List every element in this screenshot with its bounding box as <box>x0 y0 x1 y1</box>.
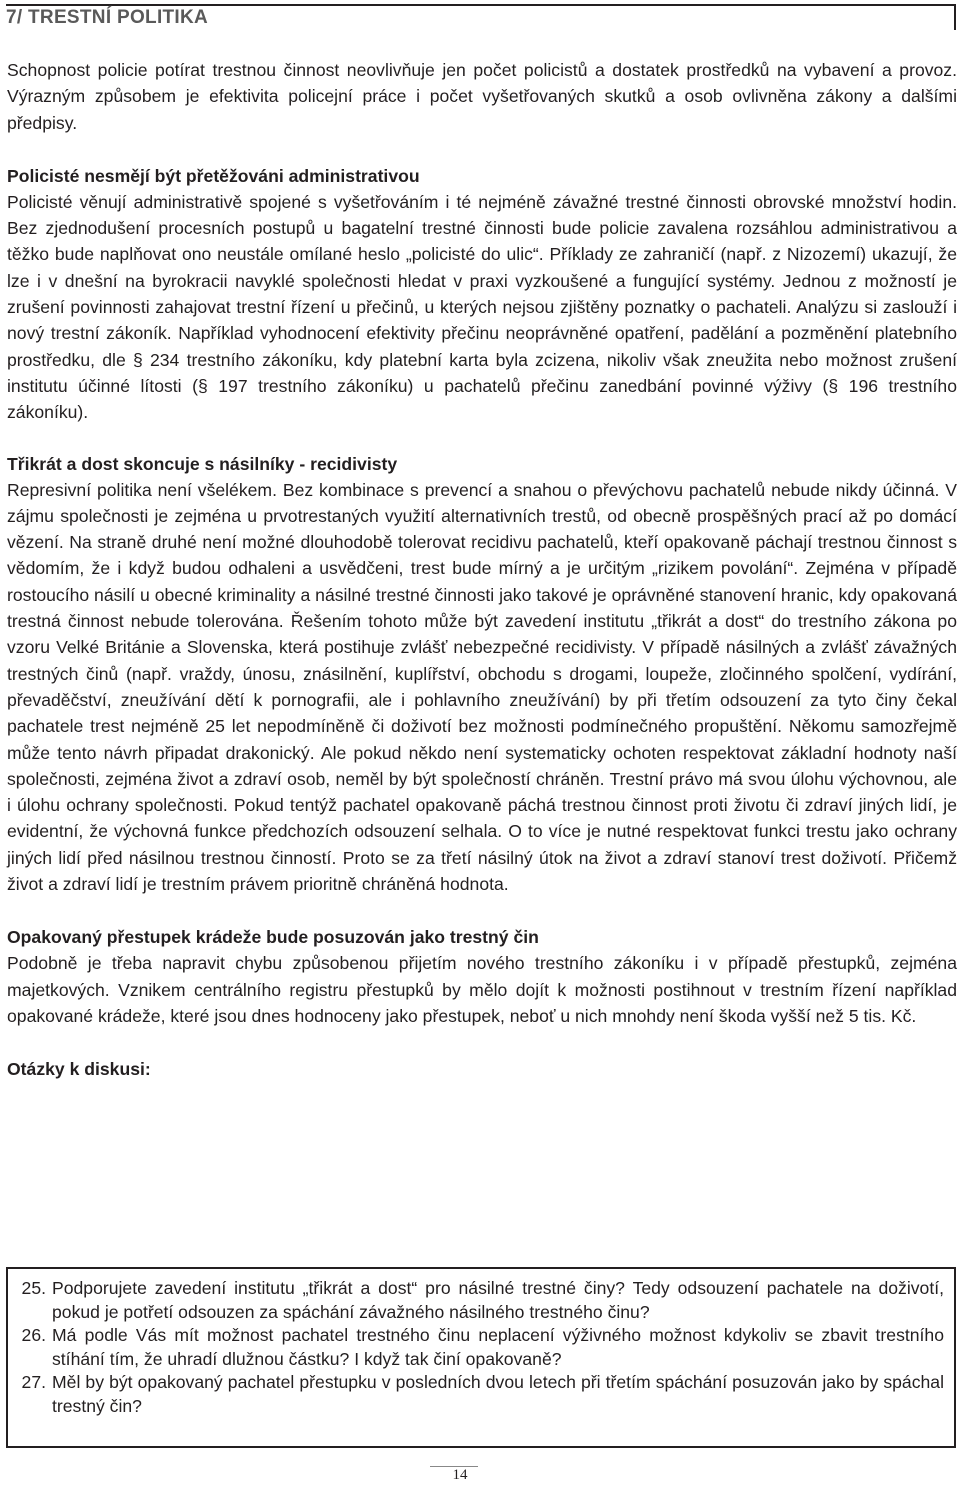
question-item <box>16 1277 944 1324</box>
question-text: Podporujete zavedení institutu „třikrát a dost“ pro násilné trestné činy? Tedy odsouzení pachatele na doživotí, pokud je potřetí odsouzen za spáchání závažného násilného trestného činu? <box>52 1278 944 1322</box>
section-heading-three-strikes: Třikrát a dost skoncuje s násilníky - recidivisty <box>7 453 398 474</box>
question-text: Má podle Vás mít možnost pachatel trestného činu neplacení výživného možnost kdykoliv se zbavit trestního stíhání tím, že uhradí dlužnou částku? I když tak činí opakovaně? <box>52 1325 944 1369</box>
spacer <box>7 136 957 163</box>
questions-list <box>8 1269 954 1418</box>
section-heading-repeated-theft: Opakovaný přestupek krádeže bude posuzován jako trestný čin <box>7 927 539 948</box>
section-heading-administration: Policisté nesmějí být přetěžováni administrativou <box>7 165 420 186</box>
spacer <box>7 897 957 924</box>
section-paragraph-three-strikes: Represivní politika není všelékem. Bez kombinace s prevencí a snahou o převýchovu pachatelů nebude nikdy účinná. V zájmu společnosti je zejména u prvotrestaných využití alternativních trestů, od obecně prospěšných prací až po domácí vězení. Na straně druhé není možné dlouhodobě tolerovat recidivu pachatelů, kteří opakovaně páchají trestnou činnost s vědomím, že i když budou odhaleni a usvědčeni, trest bude mírný a je určitým „rizikem povolání“. Zejména v případě rostoucího násilí u obecné kriminality a násilné trestné činnosti jako takové je oprávněné stanovení hranic, kdy opakovaná trestná činnost nebude tolerována. Řešením tohoto může být zavedení institutu „třikrát a dost“ do trestního zákona po vzoru Velké Británie a Slovenska, která postihuje zvlášť nebezpečné recidivisty. V případě násilných a zvlášť závažných trestných činů (např. vraždy, únosu, znásilnění, kuplířství, obchodu s drogami, loupeže, zločinného spolčení, vydírání, převaděčství, zneužívání dětí k pornografii, ale i pohlavního zneužívání) by při třetím odsouzení za tyto činy čekal pachatele trest nejméně 25 let nepodmíněně či doživotí bez možnosti podmínečného propuštění. Někomu samozřejmě může tento návrh připadat drakonický. Ale pokud někdo není systematicky ochoten respektovat základní hodnoty naší společnosti, zejména život a zdraví osob, neměl by být společností chráněn. Trestní právo má svou úlohu výchovnou, ale i úlohu ochrany společnosti. Pokud tentýž pachatel opakovaně páchá trestnou činnost proti životu či zdraví jiných lidí, je evidentní, že výchovná funkce předchozích odsouzení selhala. O to více je nutné respektovat funkci trestu jako ochrany jiných lidí před násilnou trestnou činností. Proto se za třetí násilný útok na život a zdraví stanoví trest doživotí. Přičemž život a zdraví lidí je trestním právem prioritně chráněná hodnota. <box>7 479 957 895</box>
chapter-title: 7/ TRESTNÍ POLITIKA <box>6 7 209 28</box>
question-number: 25. <box>21 1278 46 1298</box>
intro-paragraph: Schopnost policie potírat trestnou činnost neovlivňuje jen počet policistů a dostatek prostředků na vybavení a provoz. Výrazným způsobem je efektivita policejní práce i počet vyšetřovaných skutků a osob ovlivněna zákony a dalšími předpisy. <box>7 60 957 133</box>
chapter-header <box>6 4 956 30</box>
section-paragraph-administration: Policisté věnují administrativě spojené s vyšetřováním i té nejméně závažné trestné činnosti obrovské množství hodin. Bez zjednodušení procesních postupů u bagatelní trestné činnosti bude policie zavalena rozsáhlou administrativou a těžko bude naplňovat ono neustále omílané heslo „policisté do ulic“. Příklady ze zahraničí (např. z Nizozemí) ukazují, že lze i v dnešní na byrokracii navyklé společnosti hledat v praxi vyzkoušené a fungující systémy. Jednou z možností je zrušení povinnosti zahajovat trestní řízení u přečinů, u kterých nejsou zjištěny poznatky o pachateli. Analýzu si zaslouží i nový trestní zákoník. Například vyhodnocení efektivity přečinu neoprávněné opatření, padělání a pozměnění platebního prostředku, dle § 234 trestního zákoníku, kdy platební karta byla zcizena, nikoliv však zneužita nebo možnost zrušení institutu účinné lítosti (§ 197 trestního zákoníku) u pachatelů přečinu zanedbání povinné výživy (§ 196 trestního zákoníku). <box>7 191 957 423</box>
page-number: 14 <box>452 1467 468 1483</box>
spacer <box>7 1029 957 1056</box>
question-item <box>16 1324 944 1371</box>
spacer <box>7 426 957 451</box>
questions-heading: Otázky k diskusi: <box>7 1059 151 1080</box>
question-text: Měl by být opakovaný pachatel přestupku v posledních dvou letech při třetím spáchání posuzován jako by spáchal trestný čin? <box>52 1372 944 1416</box>
document-body <box>7 57 957 1082</box>
question-number: 27. <box>21 1372 46 1392</box>
section-paragraph-repeated-theft: Podobně je třeba napravit chybu způsobenou přijetím nového trestního zákoníku i v případě přestupků, zejména majetkových. Vznikem centrálního registru přestupků by mělo dojít k možnosti postihnout v trestním řízení například opakované krádeže, které jsou dnes hodnoceny jako přestupek, neboť u nich mnohdy není škoda vyšší než 5 tis. Kč. <box>7 953 957 1026</box>
questions-box <box>6 1267 956 1448</box>
question-item <box>16 1371 944 1418</box>
question-number: 26. <box>21 1325 46 1345</box>
